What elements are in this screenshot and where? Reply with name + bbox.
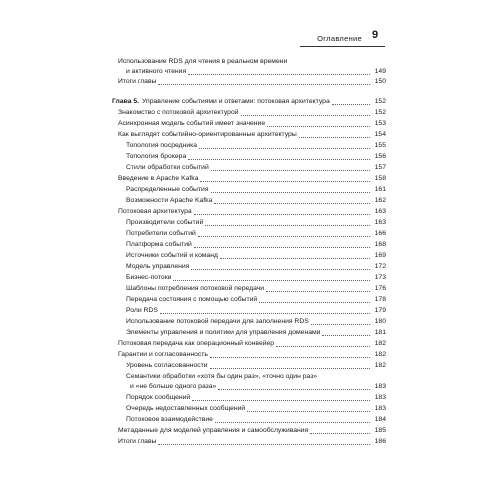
toc-entry-page: 154 <box>374 131 386 138</box>
toc-entry-page: 181 <box>374 329 386 336</box>
leader-dots <box>188 159 370 160</box>
toc-entry-page: 163 <box>374 208 386 215</box>
toc-entry-text: Уровень согласованности <box>126 362 208 369</box>
toc-entry-page: 161 <box>374 186 386 193</box>
toc-entry-text: Топология брокера <box>126 153 187 160</box>
toc-entry-page: 153 <box>374 120 386 127</box>
toc-entry <box>126 163 386 173</box>
toc-entry-text: Распределенные события <box>126 186 209 193</box>
toc-entry-text: Потоковая архитектура <box>118 208 192 215</box>
toc-entry-text: Источники событий и команд <box>126 252 219 259</box>
toc-entry-text: Итоги главы <box>118 78 157 85</box>
toc-entry <box>126 185 386 195</box>
toc-entry-text: Топология посредника <box>126 142 198 149</box>
toc-entry-page: 155 <box>374 142 386 149</box>
toc-entry-page: 166 <box>374 230 386 237</box>
page-number: 9 <box>372 29 379 41</box>
leader-dots <box>210 368 370 369</box>
toc-entry <box>126 415 386 425</box>
toc-entry-page: 168 <box>374 241 386 248</box>
leader-dots <box>199 148 370 149</box>
leader-dots <box>173 280 370 281</box>
toc-entry-text: Модель управления <box>126 263 190 270</box>
toc-entry <box>118 426 386 436</box>
toc-entry-page: 180 <box>374 318 386 325</box>
toc-entry-page: 183 <box>374 394 386 401</box>
toc-entry-text: Передача состояния с помощью событий <box>126 296 258 303</box>
leader-dots <box>310 433 370 434</box>
leader-dots <box>311 324 370 325</box>
leader-dots <box>160 313 370 314</box>
toc-entry-text: Гарантии и согласованность <box>118 351 208 358</box>
toc-entry-text: Итоги главы <box>118 438 157 445</box>
toc-entry <box>126 152 386 162</box>
toc-entry-text: Использование потоковой передачи для заполнения RDS <box>126 318 309 325</box>
leader-dots <box>215 422 370 423</box>
toc-entry <box>118 174 386 184</box>
toc-entry <box>126 393 386 403</box>
toc-entry-page: 149 <box>374 68 386 75</box>
toc-entry-text: Бизнес-потоки <box>126 274 172 281</box>
toc-entry-page: 186 <box>374 438 386 445</box>
toc-chapter-entry <box>112 97 386 107</box>
toc-entry-page: 183 <box>374 405 386 412</box>
toc-entry-page: 182 <box>374 340 386 347</box>
toc-entry <box>118 77 386 87</box>
toc-entry <box>126 218 386 228</box>
leader-dots <box>299 137 370 138</box>
toc-entry-page: 157 <box>374 164 386 171</box>
toc-entry-text: Производители событий <box>126 219 204 226</box>
leader-dots <box>194 214 370 215</box>
toc-entry-text: Использование RDS для чтения в реальном времени <box>118 58 288 65</box>
toc-entry <box>126 141 386 151</box>
toc-entry <box>130 382 386 392</box>
toc-entry-text: Шаблоны потребления потоковой передачи <box>126 285 265 292</box>
toc-entry-page: 152 <box>374 109 386 116</box>
toc-entry-page: 150 <box>374 78 386 85</box>
leader-dots <box>188 74 370 75</box>
toc-entry <box>126 67 386 77</box>
toc-entry <box>126 251 386 261</box>
toc-entry <box>118 119 386 129</box>
toc-entry-page: 152 <box>374 98 386 105</box>
toc-entry <box>126 361 386 371</box>
leader-dots <box>220 258 370 259</box>
toc-entry-text: Элементы управления и политики для управления доменами <box>126 329 321 336</box>
toc-entry <box>118 130 386 140</box>
toc-entry-text: Семантики обработки «хотя бы один раз», «точно один раз» <box>126 373 318 380</box>
toc-entry <box>126 196 386 206</box>
leader-dots <box>276 346 370 347</box>
toc-entry <box>126 240 386 250</box>
toc-entry-text: Как выглядят событийно-ориентированные архитектуры <box>118 131 297 138</box>
toc-entry-text: и активного чтения <box>126 68 187 75</box>
toc-entry-text: Платформа событий <box>126 241 192 248</box>
leader-dots <box>191 269 370 270</box>
toc-entry-text: Потоковое взаимодействие <box>126 416 213 423</box>
toc-entry-page: 176 <box>374 285 386 292</box>
toc-entry-page: 162 <box>374 197 386 204</box>
toc-entry-text: Метаданные для моделей управления и самообслуживания <box>118 427 309 434</box>
leader-dots <box>210 357 370 358</box>
leader-dots <box>266 291 370 292</box>
toc-entry-text: Очередь недоставленных сообщений <box>126 405 246 412</box>
toc-entry-page: 182 <box>374 362 386 369</box>
leader-dots <box>205 225 370 226</box>
toc-entry <box>126 295 386 305</box>
toc-entry-text: Потребители событий <box>126 230 196 237</box>
toc-entry-page: 184 <box>374 416 386 423</box>
toc-entry <box>126 284 386 294</box>
toc-entry-page: 183 <box>374 383 386 390</box>
toc-entry-page: 156 <box>374 153 386 160</box>
leader-dots <box>247 411 370 412</box>
leader-dots <box>332 104 370 105</box>
toc-entry-text: Управление событиями и ответами: потоковая архитектура <box>142 98 330 105</box>
toc-entry <box>126 317 386 327</box>
leader-dots <box>259 302 370 303</box>
leader-dots <box>241 115 370 116</box>
toc-entry <box>126 229 386 239</box>
toc-entry-page: 178 <box>374 296 386 303</box>
leader-dots <box>214 203 370 204</box>
chapter-label: Глава 5. <box>112 98 140 105</box>
toc-entry-text: Знакомство с потоковой архитектурой <box>118 109 239 116</box>
leader-dots <box>158 84 370 85</box>
toc-entry-text: и «не больше одного раза» <box>130 383 217 390</box>
toc-entry-page: 185 <box>374 427 386 434</box>
toc-entry-text: Порядок сообщений <box>126 394 191 401</box>
toc-entry-text: Введение в Apache Kafka <box>118 175 199 182</box>
toc-entry <box>118 108 386 118</box>
toc-entry <box>118 437 386 447</box>
running-header-title: Оглавление <box>317 34 362 43</box>
toc-entry-page: 172 <box>374 263 386 270</box>
leader-dots <box>158 444 370 445</box>
toc-entry-page: 173 <box>374 274 386 281</box>
toc-entry-text: Асинхронная модель событий имеет значение <box>118 120 266 127</box>
toc-entry <box>126 262 386 272</box>
toc-entry-page: 169 <box>374 252 386 259</box>
leader-dots <box>218 389 370 390</box>
toc-entry <box>126 306 386 316</box>
toc-entry-page: 163 <box>374 219 386 226</box>
toc-entry <box>126 273 386 283</box>
leader-dots <box>192 400 370 401</box>
leader-dots <box>211 170 370 171</box>
leader-dots <box>211 192 370 193</box>
leader-dots <box>267 126 370 127</box>
toc-entry <box>126 328 386 338</box>
toc-entry-text: Возможности Apache Kafka <box>126 197 213 204</box>
toc-entry-text: Роли RDS <box>126 307 158 314</box>
toc-entry <box>126 404 386 414</box>
toc-entry-page: 179 <box>374 307 386 314</box>
toc-entry-text: Потоковая передача как операционный конвейер <box>118 340 275 347</box>
leader-dots <box>198 236 370 237</box>
toc-entry <box>118 350 386 360</box>
toc-entry <box>118 57 287 67</box>
leader-dots <box>322 335 370 336</box>
leader-dots <box>194 247 370 248</box>
toc-entry-page: 182 <box>374 351 386 358</box>
toc-entry <box>118 207 386 217</box>
toc-entry <box>118 339 386 349</box>
toc-entry-text: Стили обработки событий <box>126 164 209 171</box>
leader-dots <box>200 181 370 182</box>
toc-entry-page: 158 <box>374 175 386 182</box>
toc-entry <box>126 372 317 382</box>
